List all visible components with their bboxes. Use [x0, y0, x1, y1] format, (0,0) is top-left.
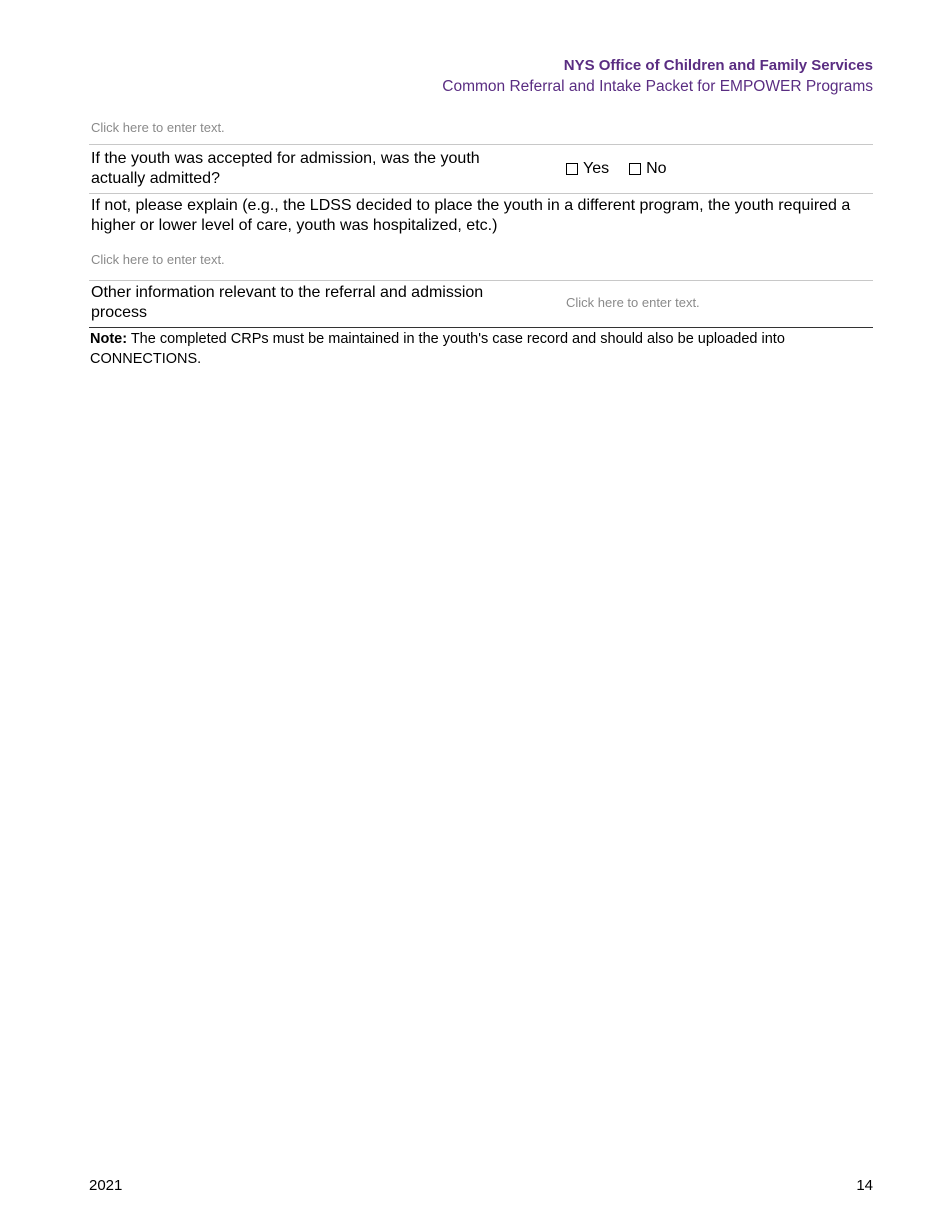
- divider: [89, 144, 873, 145]
- note-text: The completed CRPs must be maintained in the youth's case record and should also be uploaded into CONNECTIONS.: [90, 331, 785, 367]
- no-option[interactable]: [629, 159, 666, 179]
- divider: [89, 280, 873, 281]
- divider: [89, 193, 873, 194]
- note-label: Note:: [90, 331, 128, 347]
- admitted-options: [566, 159, 667, 179]
- admitted-question-label: If the youth was accepted for admission, was the youth actually admitted?: [91, 150, 480, 187]
- header-subtitle: Common Referral and Intake Packet for EMPOWER Programs: [442, 78, 873, 95]
- other-info-label: Other information relevant to the referral and admission process: [91, 284, 484, 321]
- explain-text-field[interactable]: Click here to enter text.: [91, 252, 225, 267]
- yes-checkbox[interactable]: [566, 163, 578, 175]
- no-checkbox[interactable]: [629, 163, 641, 175]
- explain-prompt: If not, please explain (e.g., the LDSS decided to place the youth in a different program, the youth required a higher or lower level of care, youth was hospitalized, etc.): [91, 197, 851, 234]
- no-label: No: [646, 160, 667, 177]
- footer-year: 2021: [89, 1177, 123, 1194]
- text-field-top[interactable]: Click here to enter text.: [91, 120, 225, 135]
- page-header: [442, 56, 873, 97]
- note-paragraph: [90, 329, 860, 369]
- header-organization: NYS Office of Children and Family Services: [563, 57, 873, 74]
- yes-label: Yes: [583, 160, 610, 177]
- other-info-text-field[interactable]: Click here to enter text.: [566, 295, 700, 310]
- divider: [89, 327, 873, 328]
- yes-option[interactable]: [566, 159, 609, 179]
- footer-page-number: 14: [856, 1177, 873, 1194]
